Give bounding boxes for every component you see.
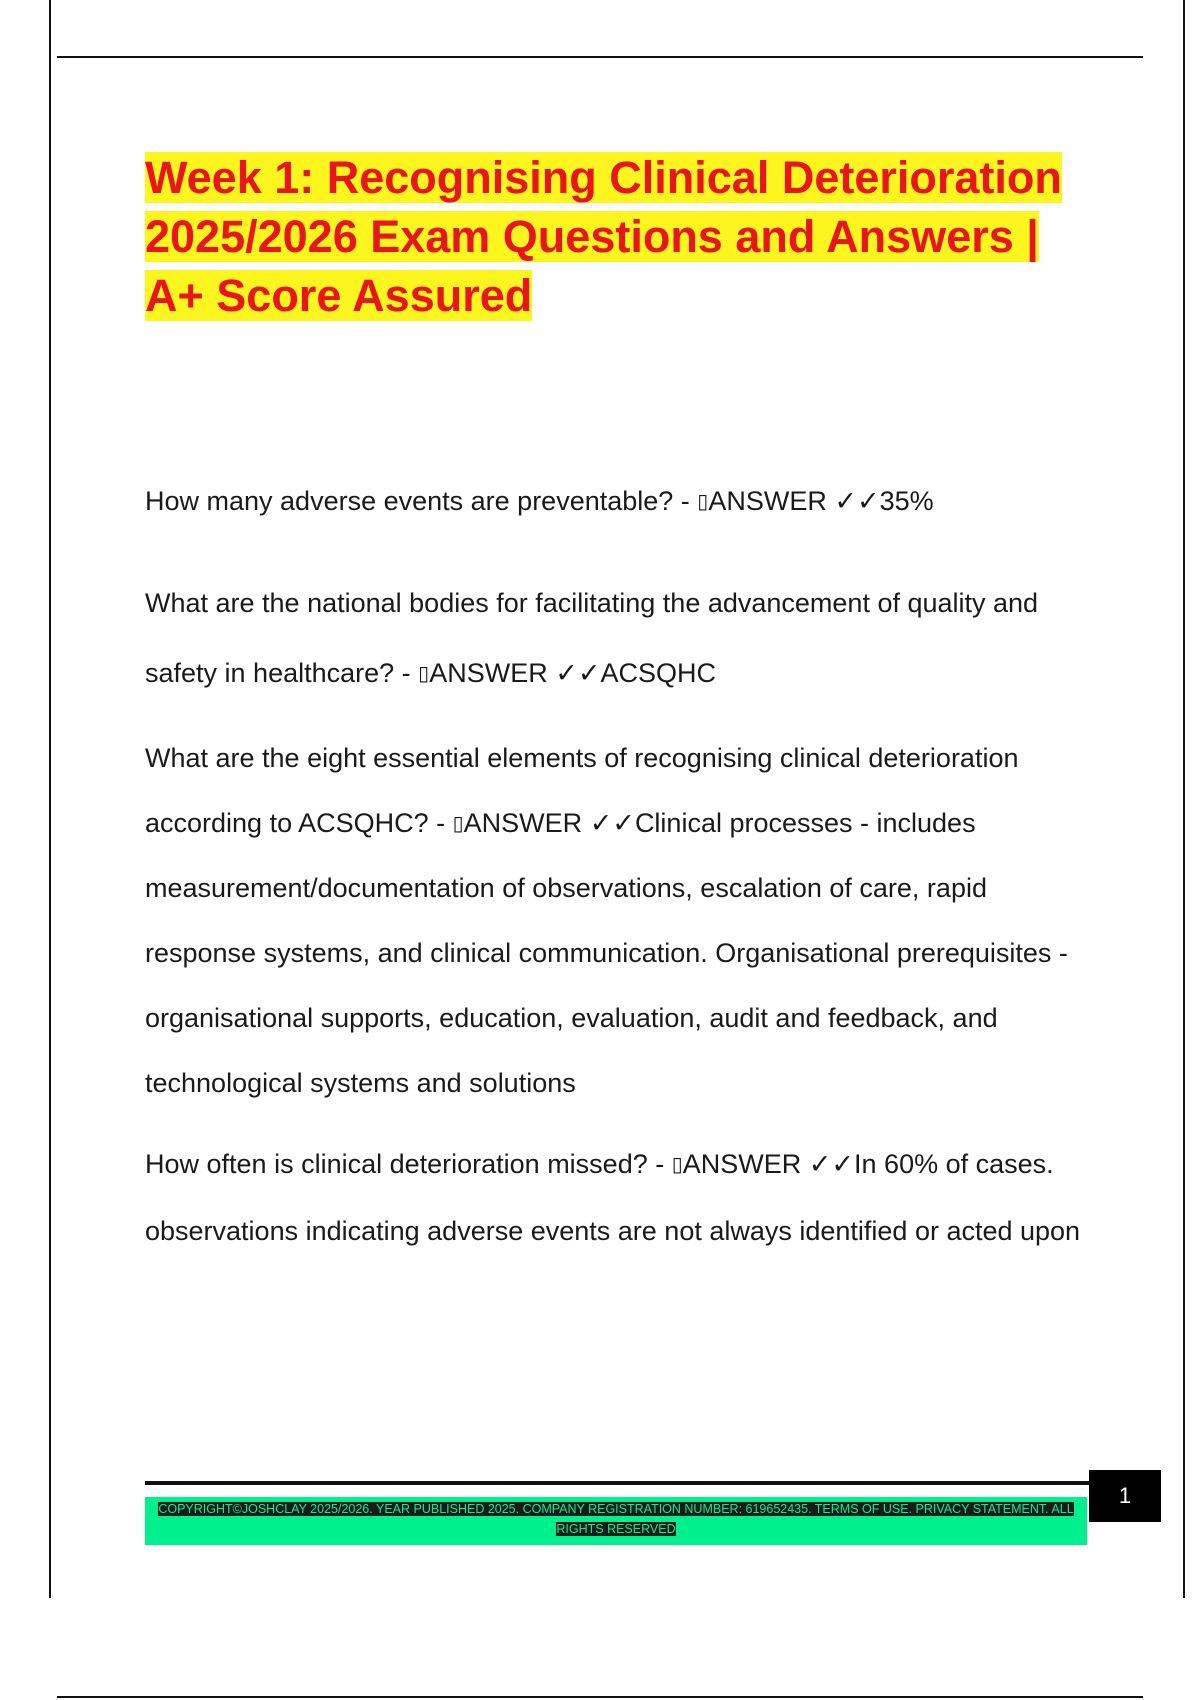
document-title-block (145, 148, 1095, 325)
answer-text: ACSQHC (600, 658, 716, 688)
page-left-border (49, 0, 51, 1598)
qa-separator: - (394, 658, 419, 688)
question-text: How often is clinical deterioration missed? (145, 1149, 648, 1179)
answer-text: Clinical processes - includes measurement/documentation of observations, escalation of care, rapid response systems, and clinical communication. Organisational prerequisites - organisational supports, education, evaluation, audit and feedback, and technological systems and solutions (145, 808, 1068, 1098)
page-top-rule (57, 56, 1143, 58)
page-bottom-rule (57, 1696, 1143, 1698)
footer-rule (145, 1481, 1090, 1485)
page-number-text: 1 (1118, 1483, 1132, 1508)
qa-separator: - (428, 808, 453, 838)
double-check-icon: ✓✓ (834, 486, 880, 517)
double-check-icon: ✓✓ (555, 658, 601, 689)
page-number (1089, 1470, 1161, 1522)
document-title-text: Week 1: Recognising Clinical Deterioration 2025/2026 Exam Questions and Answers | A+ Score Assured (145, 152, 1062, 321)
answer-label: ANSWER (682, 1149, 802, 1179)
question-text: What are the eight essential elements of recognising clinical deterioration according to ACSQHC? (145, 743, 1019, 838)
qa-item (145, 726, 1095, 1116)
double-check-icon: ✓✓ (589, 808, 635, 839)
qa-item (145, 481, 1095, 522)
qa-item (145, 568, 1095, 709)
question-text: How many adverse events are preventable? (145, 486, 674, 516)
footer-copyright-band (145, 1497, 1087, 1545)
page-right-border (1183, 0, 1185, 1598)
double-check-icon: ✓✓ (808, 1149, 855, 1180)
qa-item (145, 1131, 1095, 1264)
answer-label: ANSWER (708, 486, 827, 516)
qa-separator: - (673, 486, 698, 516)
box-glyph-icon: ▯ (418, 661, 430, 685)
box-glyph-icon: ▯ (671, 1152, 683, 1176)
answer-label: ANSWER (463, 808, 583, 838)
box-glyph-icon: ▯ (697, 489, 709, 513)
qa-separator: - (647, 1149, 672, 1179)
answer-text: In 60% of cases. observations indicating adverse events are not always identified or acted upon (145, 1149, 1081, 1246)
question-text: What are the national bodies for facilitating the advancement of quality and safety in healthcare? (145, 588, 1039, 688)
box-glyph-icon: ▯ (452, 811, 464, 835)
answer-text: 35% (879, 486, 934, 516)
footer-copyright-text: COPYRIGHT©JOSHCLAY 2025/2026. YEAR PUBLISHED 2025. COMPANY REGISTRATION NUMBER: 619652435. TERMS OF USE. PRIVACY STATEMENT. ALL RIGHTS RESERVED (158, 1502, 1074, 1536)
document-title (145, 148, 1095, 325)
answer-label: ANSWER (429, 658, 548, 688)
